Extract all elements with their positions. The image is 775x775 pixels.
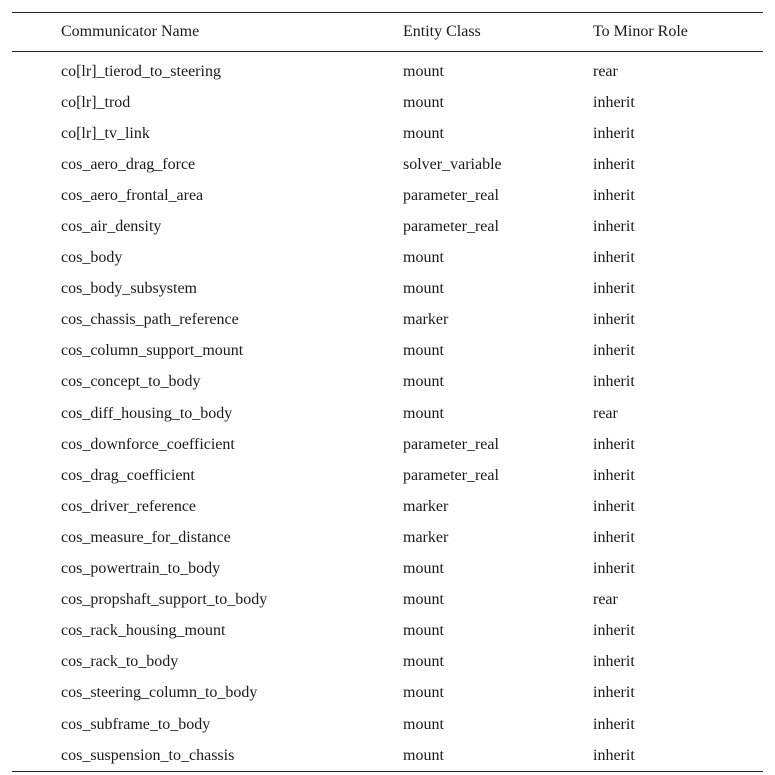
entity-class-cell: mount: [403, 560, 444, 578]
entity-class-cell: mount: [403, 653, 444, 671]
entity-class-cell: mount: [403, 591, 444, 609]
communicator-name-cell: cos_concept_to_body: [61, 373, 201, 391]
entity-class-cell: mount: [403, 280, 444, 298]
communicator-name-cell: co[lr]_tv_link: [61, 124, 150, 142]
to-minor-role-cell: inherit: [593, 280, 635, 298]
to-minor-role-cell: inherit: [593, 311, 635, 329]
table-row: [12, 709, 763, 740]
entity-class-cell: parameter_real: [403, 435, 499, 453]
table-body: [12, 52, 763, 772]
table-row: [12, 118, 763, 149]
to-minor-role-cell: inherit: [593, 528, 635, 546]
table-row: [12, 522, 763, 553]
entity-class-cell: mount: [403, 62, 444, 80]
to-minor-role-cell: inherit: [593, 342, 635, 360]
to-minor-role-cell: inherit: [593, 715, 635, 733]
communicator-name-cell: cos_aero_drag_force: [61, 155, 196, 173]
to-minor-role-cell: inherit: [593, 249, 635, 267]
entity-class-cell: mount: [403, 249, 444, 267]
table-row: [12, 367, 763, 398]
to-minor-role-cell: inherit: [593, 560, 635, 578]
communicator-name-cell: co[lr]_tierod_to_steering: [61, 62, 221, 80]
header-communicator-name: Communicator Name: [12, 13, 403, 52]
entity-class-cell: mount: [403, 746, 444, 764]
table-row: [12, 585, 763, 616]
communicator-name-cell: cos_body_subsystem: [61, 280, 197, 298]
table-row: [12, 460, 763, 491]
to-minor-role-cell: inherit: [593, 653, 635, 671]
to-minor-role-cell: inherit: [593, 218, 635, 236]
entity-class-cell: marker: [403, 497, 449, 515]
table-row: [12, 274, 763, 305]
communicator-name-cell: cos_air_density: [61, 218, 162, 236]
to-minor-role-cell: inherit: [593, 684, 635, 702]
to-minor-role-cell: inherit: [593, 746, 635, 764]
header-to-minor-role: To Minor Role: [593, 13, 763, 52]
entity-class-cell: marker: [403, 311, 449, 329]
entity-class-cell: mount: [403, 93, 444, 111]
to-minor-role-cell: inherit: [593, 435, 635, 453]
communicator-name-cell: cos_rack_to_body: [61, 653, 179, 671]
to-minor-role-cell: rear: [593, 404, 618, 422]
to-minor-role-cell: inherit: [593, 124, 635, 142]
entity-class-cell: marker: [403, 528, 449, 546]
to-minor-role-cell: inherit: [593, 155, 635, 173]
table-row: [12, 398, 763, 429]
entity-class-cell: mount: [403, 622, 444, 640]
entity-class-cell: solver_variable: [403, 155, 502, 173]
table-header: [12, 13, 763, 52]
communicator-table-container: [12, 12, 763, 772]
table-row: [12, 740, 763, 772]
communicator-name-cell: cos_subframe_to_body: [61, 715, 211, 733]
entity-class-cell: mount: [403, 684, 444, 702]
table-row: [12, 491, 763, 522]
to-minor-role-cell: inherit: [593, 466, 635, 484]
communicator-name-cell: cos_rack_housing_mount: [61, 622, 226, 640]
communicator-name-cell: cos_body: [61, 249, 123, 267]
entity-class-cell: parameter_real: [403, 466, 499, 484]
communicator-name-cell: cos_aero_frontal_area: [61, 186, 204, 204]
table-row: [12, 243, 763, 274]
table-row: [12, 336, 763, 367]
header-entity-class: Entity Class: [403, 13, 593, 52]
communicator-name-cell: cos_propshaft_support_to_body: [61, 591, 268, 609]
table-row: [12, 554, 763, 585]
table-row: [12, 87, 763, 118]
to-minor-role-cell: rear: [593, 591, 618, 609]
entity-class-cell: parameter_real: [403, 186, 499, 204]
communicator-name-cell: cos_diff_housing_to_body: [61, 404, 233, 422]
communicator-name-cell: cos_chassis_path_reference: [61, 311, 239, 329]
communicator-name-cell: cos_powertrain_to_body: [61, 560, 221, 578]
table-row: [12, 211, 763, 242]
communicator-name-cell: cos_suspension_to_chassis: [61, 746, 235, 764]
table-row: [12, 678, 763, 709]
to-minor-role-cell: rear: [593, 62, 618, 80]
table-row: [12, 305, 763, 336]
communicator-name-cell: cos_driver_reference: [61, 497, 197, 515]
table-row: [12, 616, 763, 647]
entity-class-cell: parameter_real: [403, 218, 499, 236]
communicator-name-cell: cos_column_support_mount: [61, 342, 244, 360]
table-row: [12, 52, 763, 88]
table-row: [12, 149, 763, 180]
entity-class-cell: mount: [403, 124, 444, 142]
to-minor-role-cell: inherit: [593, 497, 635, 515]
header-row: [12, 13, 763, 52]
entity-class-cell: mount: [403, 715, 444, 733]
to-minor-role-cell: inherit: [593, 186, 635, 204]
table-row: [12, 429, 763, 460]
entity-class-cell: mount: [403, 342, 444, 360]
to-minor-role-cell: inherit: [593, 622, 635, 640]
communicator-table: [12, 12, 763, 772]
entity-class-cell: mount: [403, 404, 444, 422]
communicator-name-cell: cos_steering_column_to_body: [61, 684, 258, 702]
communicator-name-cell: cos_downforce_coefficient: [61, 435, 235, 453]
table-row: [12, 180, 763, 211]
communicator-name-cell: cos_measure_for_distance: [61, 528, 231, 546]
communicator-name-cell: co[lr]_trod: [61, 93, 131, 111]
table-row: [12, 647, 763, 678]
entity-class-cell: mount: [403, 373, 444, 391]
communicator-name-cell: cos_drag_coefficient: [61, 466, 195, 484]
to-minor-role-cell: inherit: [593, 93, 635, 111]
to-minor-role-cell: inherit: [593, 373, 635, 391]
